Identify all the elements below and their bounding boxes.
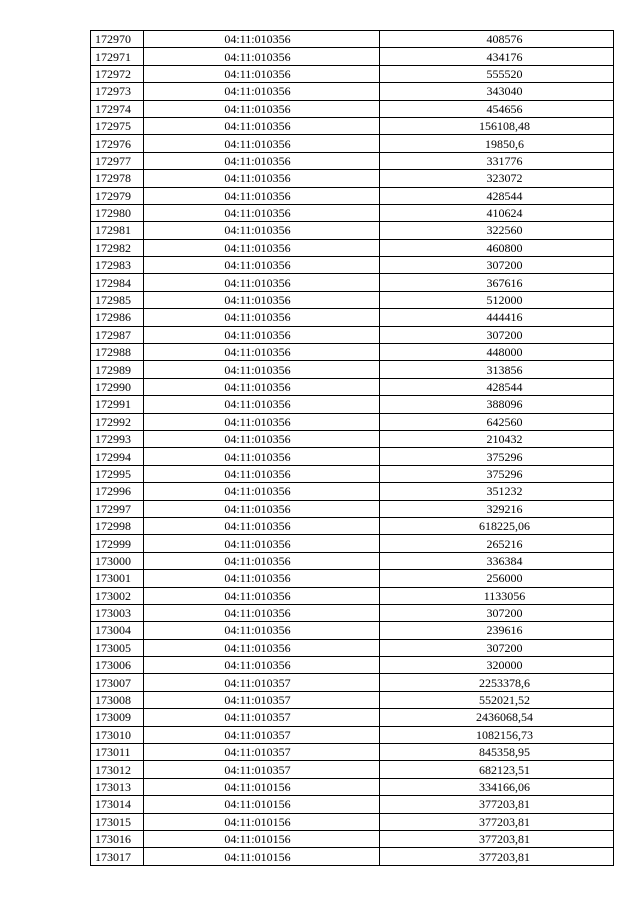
value-cell: 682123,51 xyxy=(380,761,614,778)
table-row xyxy=(91,796,614,813)
row-number-cell: 172983 xyxy=(91,257,144,274)
cadastral-code-cell: 04:11:010356 xyxy=(144,187,380,204)
table-row xyxy=(91,204,614,221)
row-number-cell: 172995 xyxy=(91,465,144,482)
table-row xyxy=(91,274,614,291)
table-row xyxy=(91,761,614,778)
table-row xyxy=(91,48,614,65)
cadastral-code-cell: 04:11:010357 xyxy=(144,761,380,778)
cadastral-code-cell: 04:11:010356 xyxy=(144,448,380,465)
value-cell: 845358,95 xyxy=(380,744,614,761)
table-body xyxy=(91,31,614,866)
row-number-cell: 173005 xyxy=(91,639,144,656)
row-number-cell: 173007 xyxy=(91,674,144,691)
table-row xyxy=(91,291,614,308)
row-number-cell: 172986 xyxy=(91,309,144,326)
cadastral-code-cell: 04:11:010356 xyxy=(144,570,380,587)
value-cell: 552021,52 xyxy=(380,691,614,708)
table-row xyxy=(91,396,614,413)
row-number-cell: 172984 xyxy=(91,274,144,291)
table-row xyxy=(91,726,614,743)
table-row xyxy=(91,709,614,726)
cadastral-code-cell: 04:11:010356 xyxy=(144,587,380,604)
row-number-cell: 173010 xyxy=(91,726,144,743)
value-cell: 256000 xyxy=(380,570,614,587)
cadastral-code-cell: 04:11:010356 xyxy=(144,430,380,447)
value-cell: 408576 xyxy=(380,31,614,48)
row-number-cell: 172993 xyxy=(91,430,144,447)
cadastral-code-cell: 04:11:010356 xyxy=(144,83,380,100)
table-row xyxy=(91,517,614,534)
value-cell: 618225,06 xyxy=(380,517,614,534)
table-row xyxy=(91,239,614,256)
row-number-cell: 173009 xyxy=(91,709,144,726)
cadastral-code-cell: 04:11:010356 xyxy=(144,622,380,639)
cadastral-code-cell: 04:11:010356 xyxy=(144,135,380,152)
value-cell: 2253378,6 xyxy=(380,674,614,691)
row-number-cell: 172990 xyxy=(91,378,144,395)
row-number-cell: 172979 xyxy=(91,187,144,204)
table-row xyxy=(91,691,614,708)
cadastral-code-cell: 04:11:010356 xyxy=(144,657,380,674)
table-row xyxy=(91,100,614,117)
value-cell: 1133056 xyxy=(380,587,614,604)
value-cell: 388096 xyxy=(380,396,614,413)
value-cell: 307200 xyxy=(380,604,614,621)
value-cell: 322560 xyxy=(380,222,614,239)
value-cell: 19850,6 xyxy=(380,135,614,152)
value-cell: 367616 xyxy=(380,274,614,291)
data-table xyxy=(90,30,614,866)
cadastral-code-cell: 04:11:010356 xyxy=(144,152,380,169)
cadastral-code-cell: 04:11:010356 xyxy=(144,222,380,239)
cadastral-code-cell: 04:11:010357 xyxy=(144,744,380,761)
table-row xyxy=(91,187,614,204)
value-cell: 1082156,73 xyxy=(380,726,614,743)
row-number-cell: 173013 xyxy=(91,778,144,795)
value-cell: 313856 xyxy=(380,361,614,378)
table-row xyxy=(91,535,614,552)
value-cell: 334166,06 xyxy=(380,778,614,795)
cadastral-code-cell: 04:11:010156 xyxy=(144,778,380,795)
row-number-cell: 172997 xyxy=(91,500,144,517)
cadastral-code-cell: 04:11:010356 xyxy=(144,274,380,291)
table-row xyxy=(91,31,614,48)
table-row xyxy=(91,744,614,761)
table-row xyxy=(91,152,614,169)
row-number-cell: 173017 xyxy=(91,848,144,865)
row-number-cell: 173000 xyxy=(91,552,144,569)
cadastral-code-cell: 04:11:010356 xyxy=(144,326,380,343)
row-number-cell: 172991 xyxy=(91,396,144,413)
value-cell: 555520 xyxy=(380,65,614,82)
value-cell: 377203,81 xyxy=(380,813,614,830)
cadastral-code-cell: 04:11:010356 xyxy=(144,639,380,656)
row-number-cell: 172972 xyxy=(91,65,144,82)
cadastral-code-cell: 04:11:010356 xyxy=(144,100,380,117)
value-cell: 460800 xyxy=(380,239,614,256)
row-number-cell: 172973 xyxy=(91,83,144,100)
cadastral-code-cell: 04:11:010356 xyxy=(144,361,380,378)
row-number-cell: 172977 xyxy=(91,152,144,169)
row-number-cell: 173001 xyxy=(91,570,144,587)
cadastral-code-cell: 04:11:010356 xyxy=(144,204,380,221)
table-row xyxy=(91,830,614,847)
value-cell: 336384 xyxy=(380,552,614,569)
row-number-cell: 173016 xyxy=(91,830,144,847)
table-row xyxy=(91,378,614,395)
cadastral-code-cell: 04:11:010356 xyxy=(144,170,380,187)
document-table-container xyxy=(90,30,614,866)
row-number-cell: 173015 xyxy=(91,813,144,830)
cadastral-code-cell: 04:11:010356 xyxy=(144,604,380,621)
value-cell: 448000 xyxy=(380,344,614,361)
row-number-cell: 172976 xyxy=(91,135,144,152)
table-row xyxy=(91,257,614,274)
cadastral-code-cell: 04:11:010356 xyxy=(144,500,380,517)
table-row xyxy=(91,65,614,82)
cadastral-code-cell: 04:11:010357 xyxy=(144,709,380,726)
value-cell: 454656 xyxy=(380,100,614,117)
cadastral-code-cell: 04:11:010356 xyxy=(144,517,380,534)
value-cell: 351232 xyxy=(380,483,614,500)
row-number-cell: 172971 xyxy=(91,48,144,65)
row-number-cell: 173006 xyxy=(91,657,144,674)
table-row xyxy=(91,430,614,447)
cadastral-code-cell: 04:11:010356 xyxy=(144,117,380,134)
value-cell: 642560 xyxy=(380,413,614,430)
cadastral-code-cell: 04:11:010356 xyxy=(144,396,380,413)
cadastral-code-cell: 04:11:010356 xyxy=(144,483,380,500)
cadastral-code-cell: 04:11:010356 xyxy=(144,309,380,326)
value-cell: 428544 xyxy=(380,378,614,395)
row-number-cell: 172980 xyxy=(91,204,144,221)
row-number-cell: 172989 xyxy=(91,361,144,378)
value-cell: 331776 xyxy=(380,152,614,169)
table-row xyxy=(91,552,614,569)
cadastral-code-cell: 04:11:010356 xyxy=(144,48,380,65)
row-number-cell: 172985 xyxy=(91,291,144,308)
table-row xyxy=(91,674,614,691)
cadastral-code-cell: 04:11:010356 xyxy=(144,65,380,82)
cadastral-code-cell: 04:11:010356 xyxy=(144,344,380,361)
value-cell: 377203,81 xyxy=(380,830,614,847)
cadastral-code-cell: 04:11:010357 xyxy=(144,691,380,708)
value-cell: 307200 xyxy=(380,257,614,274)
value-cell: 444416 xyxy=(380,309,614,326)
table-row xyxy=(91,465,614,482)
cadastral-code-cell: 04:11:010356 xyxy=(144,413,380,430)
table-row xyxy=(91,135,614,152)
value-cell: 265216 xyxy=(380,535,614,552)
row-number-cell: 173002 xyxy=(91,587,144,604)
value-cell: 434176 xyxy=(380,48,614,65)
cadastral-code-cell: 04:11:010356 xyxy=(144,378,380,395)
cadastral-code-cell: 04:11:010357 xyxy=(144,674,380,691)
cadastral-code-cell: 04:11:010356 xyxy=(144,535,380,552)
row-number-cell: 173008 xyxy=(91,691,144,708)
table-row xyxy=(91,413,614,430)
cadastral-code-cell: 04:11:010356 xyxy=(144,552,380,569)
cadastral-code-cell: 04:11:010357 xyxy=(144,726,380,743)
table-row xyxy=(91,657,614,674)
table-row xyxy=(91,326,614,343)
row-number-cell: 172988 xyxy=(91,344,144,361)
value-cell: 343040 xyxy=(380,83,614,100)
row-number-cell: 172999 xyxy=(91,535,144,552)
value-cell: 329216 xyxy=(380,500,614,517)
value-cell: 512000 xyxy=(380,291,614,308)
value-cell: 410624 xyxy=(380,204,614,221)
cadastral-code-cell: 04:11:010356 xyxy=(144,31,380,48)
table-row xyxy=(91,361,614,378)
cadastral-code-cell: 04:11:010356 xyxy=(144,291,380,308)
table-row xyxy=(91,778,614,795)
cadastral-code-cell: 04:11:010156 xyxy=(144,830,380,847)
cadastral-code-cell: 04:11:010156 xyxy=(144,813,380,830)
table-row xyxy=(91,848,614,865)
row-number-cell: 173011 xyxy=(91,744,144,761)
row-number-cell: 172978 xyxy=(91,170,144,187)
row-number-cell: 172998 xyxy=(91,517,144,534)
value-cell: 375296 xyxy=(380,448,614,465)
table-row xyxy=(91,587,614,604)
table-row xyxy=(91,639,614,656)
table-row xyxy=(91,622,614,639)
row-number-cell: 173014 xyxy=(91,796,144,813)
table-row xyxy=(91,344,614,361)
cadastral-code-cell: 04:11:010156 xyxy=(144,848,380,865)
row-number-cell: 172992 xyxy=(91,413,144,430)
table-row xyxy=(91,570,614,587)
row-number-cell: 172970 xyxy=(91,31,144,48)
value-cell: 377203,81 xyxy=(380,848,614,865)
row-number-cell: 173012 xyxy=(91,761,144,778)
row-number-cell: 172996 xyxy=(91,483,144,500)
table-row xyxy=(91,170,614,187)
value-cell: 377203,81 xyxy=(380,796,614,813)
value-cell: 156108,48 xyxy=(380,117,614,134)
table-row xyxy=(91,309,614,326)
cadastral-code-cell: 04:11:010156 xyxy=(144,796,380,813)
row-number-cell: 172974 xyxy=(91,100,144,117)
value-cell: 307200 xyxy=(380,639,614,656)
row-number-cell: 173004 xyxy=(91,622,144,639)
table-row xyxy=(91,483,614,500)
value-cell: 307200 xyxy=(380,326,614,343)
value-cell: 375296 xyxy=(380,465,614,482)
cadastral-code-cell: 04:11:010356 xyxy=(144,257,380,274)
value-cell: 239616 xyxy=(380,622,614,639)
row-number-cell: 172981 xyxy=(91,222,144,239)
value-cell: 323072 xyxy=(380,170,614,187)
row-number-cell: 172982 xyxy=(91,239,144,256)
table-row xyxy=(91,604,614,621)
value-cell: 428544 xyxy=(380,187,614,204)
row-number-cell: 172994 xyxy=(91,448,144,465)
cadastral-code-cell: 04:11:010356 xyxy=(144,239,380,256)
table-row xyxy=(91,500,614,517)
value-cell: 320000 xyxy=(380,657,614,674)
value-cell: 210432 xyxy=(380,430,614,447)
row-number-cell: 172975 xyxy=(91,117,144,134)
table-row xyxy=(91,83,614,100)
table-row xyxy=(91,117,614,134)
cadastral-code-cell: 04:11:010356 xyxy=(144,465,380,482)
table-row xyxy=(91,448,614,465)
table-row xyxy=(91,813,614,830)
table-row xyxy=(91,222,614,239)
value-cell: 2436068,54 xyxy=(380,709,614,726)
row-number-cell: 172987 xyxy=(91,326,144,343)
row-number-cell: 173003 xyxy=(91,604,144,621)
